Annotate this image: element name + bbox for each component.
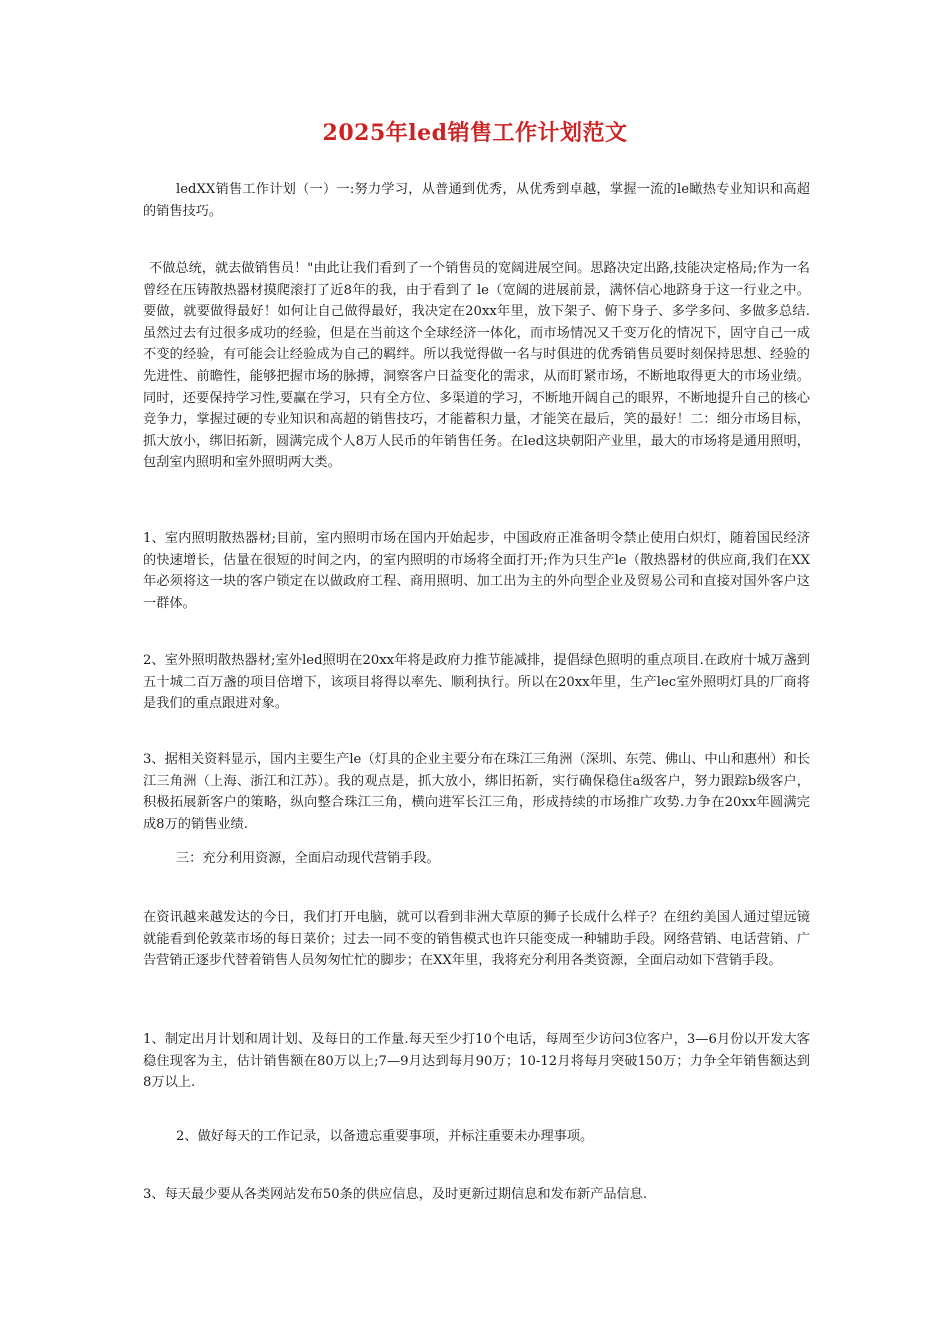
paragraph-main: 不做总统，就去做销售员！"由此让我们看到了一个销售员的宽阔进展空间。思路决定出路,技能决定格局;作为一名曾经在压铸散热器材摸爬滚打了近8年的我，由于看到了 le（宽阔的进展前景，满怀信心地跻身于这一行业之中。要做，就要做得最好！如何让自己做得最好，我决定在20xx年里，放下架子、俯下身子、多学多问、多做多总结.虽然过去有过很多成功的经验，但是在当前这个全球经济一体化，而市场情况又千变万化的情况下，固守自己一成不变的经验，有可能会让经验成为自己的羁绊。所以我觉得做一名与时俱进的优秀销售员要时刻保持思想、经验的先进性、前瞻性，能够把握市场的脉搏，洞察客户日益变化的需求，从而盯紧市场，不断地取得更大的市场业绩。同时，还要保持学习性,要赢在学习，只有全方位、多渠道的学习，不断地开阔自己的眼界，不断地提升自己的核心竞争力，掌握过硬的专业知识和高超的销售技巧，才能蓄积力量，才能笑在最后，笑的最好！二：细分市场目标，抓大放小，绑旧拓新，圆满完成个人8万人民币的年销售任务。在led这块朝阳产业里，最大的市场将是通用照明，包刮室内照明和室外照明两大类。 [143,261,810,471]
paragraph-marketing: 在资讯越来越发达的今日，我们打开电脑，就可以看到非洲大草原的狮子长成什么样子？在纽约美国人通过望远镜就能看到伦敦菜市场的每日菜价；过去一同不变的销售模式也许只能变成一种辅助手段。网络营销、电话营销、广告营销正逐步代替着销售人员匆匆忙忙的脚步；在XX年里，我将充分利用各类资源，全面启动如下营销手段。 [143,910,810,969]
paragraph-web-info: 3、每天最少要从各类网站发布50条的供应信息，及时更新过期信息和发布新产品信息. [143,1187,648,1202]
section-heading-three: 三：充分利用资源，全面启动现代营销手段。 [176,851,440,866]
paragraph-records: 2、做好每天的工作记录，以备遗忘重要事项，并标注重要未办理事项。 [176,1129,594,1144]
paragraph-plan: 1、制定出月计划和周计划、及每日的工作量.每天至少打10个电话，每周至少访问3位客户，3—6月份以开发大客稳住现客为主，估计销售额在80万以上;7—9月达到每月90万；10-12月将每月突破150万；力争全年销售额达到8万以上. [143,1032,810,1091]
paragraph-intro: ledXX销售工作计划（一）一:努力学习，从普通到优秀，从优秀到卓越，掌握一流的le瞰热专业知识和高超的销售技巧。 [143,182,810,219]
paragraph-outdoor: 2、室外照明散热器材;室外led照明在20xx年将是政府力推节能减排，提倡绿色照明的重点项目.在政府十城万盏到五十城二百万盏的项目倍增下，该项目将得以率先、顺利执行。所以在20xx年里，生产lec室外照明灯具的厂商将是我们的重点跟进对象。 [143,653,810,712]
paragraph-regions: 3、据相关资料显示，国内主要生产le（灯具的企业主要分布在珠江三角洲（深圳、东莞、佛山、中山和惠州）和长江三角洲（上海、浙江和江苏）。我的观点是，抓大放小，绑旧拓新，实行确保稳住a级客户，努力跟踪b级客户，积极拓展新客户的策略，纵向整合珠江三角，横向进军长江三角，形成持续的市场推广攻势.力争在20xx年圆满完成8万的销售业绩. [143,752,810,832]
paragraph-indoor: 1、室内照明散热器材;目前，室内照明市场在国内开始起步，中国政府正准备明令禁止使用白炽灯，随着国民经济的快速增长，估量在很短的时间之内，的室内照明的市场将全面打开;作为只生产le（散热器材的供应商,我们在XX年必须将这一块的客户锁定在以做政府工程、商用照明、加工出为主的外向型企业及贸易公司和直接对国外客户这一群体。 [143,531,810,611]
document-title: 2025年led销售工作计划范文 [322,120,628,146]
